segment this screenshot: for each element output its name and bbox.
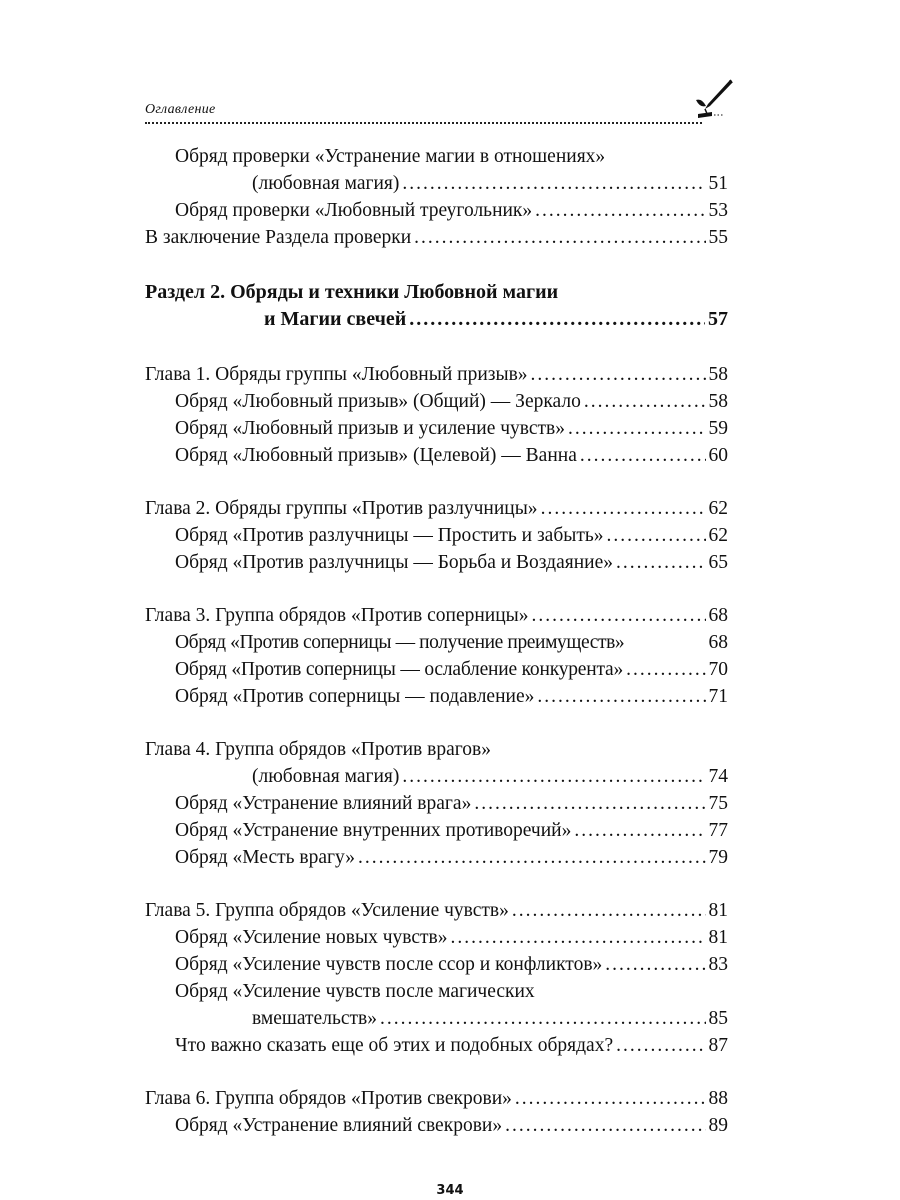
toc-entry-title: Что важно сказать еще об этих и подобных обрядах? bbox=[175, 1035, 614, 1056]
dot-leader bbox=[537, 683, 705, 710]
toc-page-number: 71 bbox=[708, 686, 728, 707]
toc-page-number: 85 bbox=[708, 1008, 728, 1029]
toc-page-number: 62 bbox=[708, 525, 728, 546]
toc-page-number: 77 bbox=[708, 820, 728, 841]
quill-pen-icon bbox=[694, 78, 734, 120]
toc-page-number: 70 bbox=[708, 659, 728, 680]
toc-page-number: 75 bbox=[708, 793, 728, 814]
dot-leader bbox=[474, 790, 705, 817]
dot-leader bbox=[402, 170, 705, 197]
dot-leader bbox=[402, 763, 705, 790]
toc-entry[interactable] bbox=[145, 415, 728, 442]
toc-entry[interactable] bbox=[145, 388, 728, 415]
header-title: Оглавление bbox=[145, 102, 216, 117]
toc-page-number: 58 bbox=[708, 391, 728, 412]
toc-chapter[interactable] bbox=[145, 602, 728, 629]
toc-entry[interactable] bbox=[145, 763, 728, 790]
running-header bbox=[145, 100, 730, 126]
toc-page-number: 59 bbox=[708, 418, 728, 439]
toc-page-number: 68 bbox=[708, 632, 728, 653]
dot-leader bbox=[574, 817, 705, 844]
toc-entry-title: Обряд «Любовный призыв» (Общий) — Зеркало bbox=[175, 391, 581, 412]
toc-entry-title: Обряд «Устранение влияний врага» bbox=[175, 793, 472, 814]
toc-page-number: 55 bbox=[708, 227, 728, 248]
toc-page-number: 53 bbox=[708, 200, 728, 221]
toc-entry[interactable] bbox=[145, 844, 728, 871]
toc-page-number: 89 bbox=[708, 1115, 728, 1136]
toc-chapter[interactable] bbox=[145, 495, 728, 522]
toc-entry[interactable] bbox=[145, 1112, 728, 1139]
page-number: 344 bbox=[436, 1183, 464, 1198]
toc-entry[interactable] bbox=[145, 522, 728, 549]
toc-entry-title: Обряд «Любовный призыв и усиление чувств» bbox=[175, 418, 566, 439]
toc-entry[interactable] bbox=[145, 1032, 728, 1059]
dot-leader bbox=[541, 495, 706, 522]
toc-entry-title: Обряд «Усиление новых чувств» bbox=[175, 927, 448, 948]
toc-entry[interactable] bbox=[145, 978, 728, 1005]
toc-page-number: 79 bbox=[708, 847, 728, 868]
toc-entry-title: (любовная магия) bbox=[252, 766, 400, 787]
dot-leader bbox=[616, 549, 706, 576]
dot-leader bbox=[515, 1085, 706, 1112]
toc-entry[interactable] bbox=[145, 549, 728, 576]
toc-entry-title: Глава 5. Группа обрядов «Усиление чувств» bbox=[145, 900, 509, 921]
toc-entry[interactable] bbox=[145, 817, 728, 844]
toc-chapter[interactable] bbox=[145, 897, 728, 924]
toc-entry-title: Обряд «Против соперницы — ослабление конкурента» bbox=[175, 659, 624, 680]
toc-entry-title: Обряд «Против соперницы — подавление» bbox=[175, 686, 535, 707]
dot-leader bbox=[580, 442, 706, 469]
header-dotted-rule bbox=[145, 122, 702, 124]
toc-entry-title: Глава 3. Группа обрядов «Против соперницы» bbox=[145, 605, 529, 626]
toc-entry-title: и Магии свечей bbox=[264, 308, 407, 330]
dot-leader bbox=[531, 361, 706, 388]
toc-section-heading[interactable] bbox=[145, 306, 728, 333]
toc-page-number: 74 bbox=[708, 766, 728, 787]
toc-page-number: 81 bbox=[708, 927, 728, 948]
dot-leader bbox=[568, 415, 705, 442]
toc-entry-title: Обряд проверки «Устранение магии в отношениях» bbox=[175, 146, 606, 167]
toc-page-number: 88 bbox=[708, 1088, 728, 1109]
dot-leader bbox=[409, 306, 705, 333]
toc-entry-title: Обряд проверки «Любовный треугольник» bbox=[175, 200, 533, 221]
toc-page-number: 83 bbox=[708, 954, 728, 975]
toc-entry[interactable] bbox=[145, 656, 728, 683]
toc-entry-title: Обряд «Против разлучницы — Борьба и Воздаяние» bbox=[175, 552, 613, 573]
toc-entry-title: Обряд «Устранение внутренних противоречий» bbox=[175, 820, 572, 841]
toc-page-number: 58 bbox=[708, 364, 728, 385]
dot-leader bbox=[414, 224, 705, 251]
toc-page-number: 87 bbox=[708, 1035, 728, 1056]
toc-entry-title: Обряд «Усиление чувств после магических bbox=[175, 981, 535, 1002]
dot-leader bbox=[512, 897, 706, 924]
toc-entry[interactable] bbox=[145, 197, 728, 224]
toc-chapter[interactable] bbox=[145, 361, 728, 388]
table-of-contents bbox=[145, 143, 728, 1139]
toc-entry-title: Глава 4. Группа обрядов «Против врагов» bbox=[145, 739, 491, 760]
toc-section-heading[interactable] bbox=[145, 279, 728, 306]
toc-page-number: 60 bbox=[708, 445, 728, 466]
toc-entry-title: (любовная магия) bbox=[252, 173, 400, 194]
toc-entry-title: Обряд «Против соперницы — получение преимуществ» bbox=[175, 632, 625, 653]
toc-entry[interactable] bbox=[145, 224, 728, 251]
toc-entry-title: Глава 1. Обряды группы «Любовный призыв» bbox=[145, 364, 528, 385]
toc-chapter[interactable] bbox=[145, 736, 728, 763]
toc-entry-title: Глава 2. Обряды группы «Против разлучницы» bbox=[145, 498, 538, 519]
toc-entry-title: Обряд «Любовный призыв» (Целевой) — Ванна bbox=[175, 445, 577, 466]
toc-entry[interactable] bbox=[145, 442, 728, 469]
toc-entry-title: вмешательств» bbox=[252, 1008, 377, 1029]
dot-leader bbox=[605, 951, 705, 978]
toc-entry[interactable] bbox=[145, 170, 728, 197]
toc-entry[interactable] bbox=[145, 143, 728, 170]
toc-entry-title: Раздел 2. Обряды и техники Любовной магии bbox=[145, 281, 559, 303]
toc-entry-title: Глава 6. Группа обрядов «Против свекрови» bbox=[145, 1088, 512, 1109]
dot-leader bbox=[584, 388, 706, 415]
dot-leader bbox=[535, 197, 705, 224]
dot-leader bbox=[505, 1112, 705, 1139]
toc-page-number: 57 bbox=[708, 308, 728, 330]
dot-leader bbox=[380, 1005, 706, 1032]
toc-entry[interactable] bbox=[145, 790, 728, 817]
toc-entry-title: В заключение Раздела проверки bbox=[145, 227, 412, 248]
toc-entry[interactable] bbox=[145, 1005, 728, 1032]
toc-chapter[interactable] bbox=[145, 1085, 728, 1112]
toc-page-number: 51 bbox=[708, 173, 728, 194]
toc-entry[interactable] bbox=[145, 951, 728, 978]
toc-page-number: 81 bbox=[708, 900, 728, 921]
toc-page-number: 65 bbox=[708, 552, 728, 573]
dot-leader bbox=[358, 844, 705, 871]
toc-entry-title: Обряд «Против разлучницы — Простить и забыть» bbox=[175, 525, 604, 546]
dot-leader bbox=[532, 602, 706, 629]
toc-entry-title: Обряд «Усиление чувств после ссор и конфликтов» bbox=[175, 954, 603, 975]
dot-leader bbox=[607, 522, 706, 549]
toc-page-number: 68 bbox=[708, 605, 728, 626]
dot-leader bbox=[451, 924, 706, 951]
toc-entry[interactable] bbox=[145, 629, 728, 656]
toc-page-number: 62 bbox=[708, 498, 728, 519]
dot-leader bbox=[626, 656, 705, 683]
toc-entry[interactable] bbox=[145, 683, 728, 710]
toc-entry-title: Обряд «Устранение влияний свекрови» bbox=[175, 1115, 503, 1136]
dot-leader bbox=[616, 1032, 705, 1059]
toc-entry-title: Обряд «Месть врагу» bbox=[175, 847, 356, 868]
toc-entry[interactable] bbox=[145, 924, 728, 951]
